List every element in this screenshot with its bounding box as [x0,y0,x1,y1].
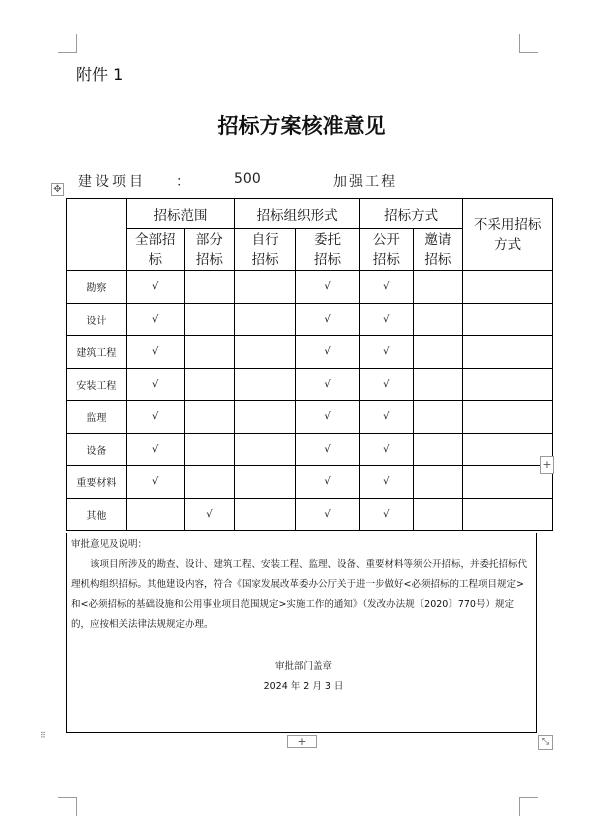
check-mark: √ [360,368,414,401]
table-row [67,368,553,401]
check-mark: √ [296,433,360,466]
bidding-table [66,198,553,531]
header-organization: 招标组织形式 [235,199,360,229]
check-mark: √ [296,466,360,499]
empty-cell [413,466,463,499]
project-label: 建设项目 [78,174,146,190]
table-resize-icon[interactable]: ⤡ [538,735,553,750]
empty-cell [235,466,296,499]
project-number: 500 [234,171,261,187]
empty-cell [126,498,184,531]
document-title: 招标方案核准意见 [217,113,386,138]
check-mark: √ [360,498,414,531]
table-move-icon[interactable]: ✥ [51,183,64,196]
header-method: 招标方式 [360,199,463,229]
subheader-partial: 部分招标 [184,229,235,271]
project-name: 加强工程 [333,174,397,190]
row-label: 建筑工程 [67,336,127,369]
empty-cell [413,498,463,531]
check-mark: √ [184,498,235,531]
check-mark: √ [296,498,360,531]
empty-cell [235,368,296,401]
crop-mark-top-left [58,34,77,53]
crop-mark-bottom-left [58,797,77,816]
table-row [67,401,553,434]
row-label: 设计 [67,303,127,336]
approval-date: 2024 年 2 月 3 日 [263,681,344,692]
check-mark: √ [360,303,414,336]
subheader-open: 公开招标 [360,229,414,271]
check-mark: √ [126,466,184,499]
empty-cell [413,303,463,336]
check-mark: √ [360,433,414,466]
empty-cell [184,271,235,304]
opinion-heading: 审批意见及说明： [71,539,148,550]
corner-cell [67,199,127,271]
opinion-body: 该项目所涉及的勘查、设计、建筑工程、安装工程、监理、设备、重要材料等须公开招标，并委托招标代理机构组织招标。其他建设内容，符合《国家发展改革委办公厅关于进一步做好<必须招标的工程项目规定>和<必须招标的基础设施和公用事业项目范围规定>实施工作的通知》（发改办法规〔2020〕770号）规定的，应按相关法律法规规定办理。 [71,559,528,630]
subheader-entrusted: 委托招标 [296,229,360,271]
empty-cell [463,271,553,304]
check-mark: √ [126,303,184,336]
check-mark: √ [296,401,360,434]
empty-cell [463,303,553,336]
check-mark: √ [360,271,414,304]
row-label: 其他 [67,498,127,531]
check-mark: √ [296,336,360,369]
drag-handle-icon[interactable]: ⠿ [40,731,47,740]
empty-cell [413,401,463,434]
attachment-label: 附件 1 [76,65,124,84]
empty-cell [184,466,235,499]
empty-cell [184,401,235,434]
crop-mark-top-right [519,34,538,53]
row-label: 监理 [67,401,127,434]
empty-cell [463,401,553,434]
empty-cell [413,336,463,369]
empty-cell [463,498,553,531]
row-label: 设备 [67,433,127,466]
check-mark: √ [126,433,184,466]
empty-cell [184,433,235,466]
subheader-full: 全部招标 [126,229,184,271]
empty-cell [235,303,296,336]
empty-cell [235,271,296,304]
empty-cell [463,368,553,401]
empty-cell [235,401,296,434]
check-mark: √ [360,336,414,369]
empty-cell [184,368,235,401]
check-mark: √ [360,401,414,434]
row-label: 重要材料 [67,466,127,499]
subheader-self: 自行招标 [235,229,296,271]
empty-cell [235,336,296,369]
empty-cell [235,433,296,466]
check-mark: √ [296,368,360,401]
add-row-icon[interactable]: + [287,735,317,748]
check-mark: √ [126,271,184,304]
check-mark: √ [126,401,184,434]
table-row [67,433,553,466]
empty-cell [463,336,553,369]
header-no-bidding: 不采用招标方式 [463,199,553,271]
approval-signature: 审批部门盖章 [274,661,332,672]
empty-cell [413,433,463,466]
check-mark: √ [296,271,360,304]
table-row [67,336,553,369]
table-row [67,498,553,531]
check-mark: √ [126,368,184,401]
check-mark: √ [126,336,184,369]
empty-cell [413,271,463,304]
subheader-invited: 邀请招标 [413,229,463,271]
project-colon: ： [176,174,190,190]
empty-cell [184,303,235,336]
header-scope: 招标范围 [126,199,234,229]
table-row [67,303,553,336]
row-label: 勘察 [67,271,127,304]
empty-cell [413,368,463,401]
check-mark: √ [296,303,360,336]
check-mark: √ [360,466,414,499]
empty-cell [184,336,235,369]
row-label: 安装工程 [67,368,127,401]
table-row [67,466,553,499]
table-row [67,271,553,304]
add-column-icon[interactable]: + [540,456,554,474]
empty-cell [235,498,296,531]
crop-mark-bottom-right [519,797,538,816]
approval-opinion [66,533,537,733]
